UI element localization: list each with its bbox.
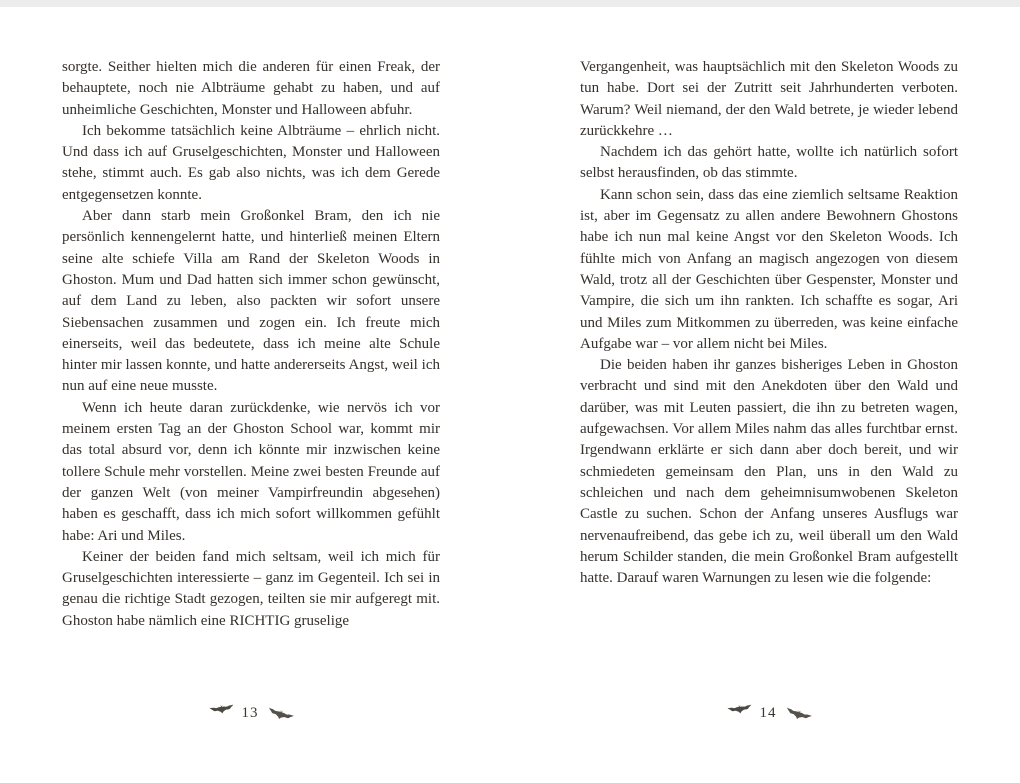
paragraph: sorgte. Seither hielten mich die anderen für einen Freak, der behauptete, noch nie Albträume gehabt zu haben, und auf unheimliche Geschichten, Monster und Halloween abfuhr. [62,59,440,118]
bat-icon [265,706,293,725]
page-right [580,57,958,757]
paragraph: Wenn ich heute daran zurückdenke, wie nervös ich vor meinem ersten Tag an der Ghoston School war, kommt mir das total absurd vor, denn ich könnte mir inzwischen keine tollere Schule mehr vorstellen. Meine zwei besten Freunde auf der ganzen Welt (von meiner Vampirfreundin abgesehen) haben es geschafft, dass ich mich sofort willkommen gefühlt habe: Ari und Miles. [62,399,440,544]
page-footer [62,705,440,722]
paragraph: Kann schon sein, dass das eine ziemlich seltsame Reaktion ist, aber im Gegensatz zu allen andere Bewohnern Ghostons habe ich nun mal keine Angst vor den Skeleton Woods. Ich fühlte mich von Anfang an magisch angezogen von diesem Wald, trotz all der Geschichten über Gespenster, Monster und Vampire, die sich um ihn rankten. Ich schaffte es sogar, Ari und Miles zum Mitkommen zu überreden, was keine einfache Aufgabe war – vor allem nicht bei Miles. [580,186,958,352]
paragraph: Die beiden haben ihr ganzes bisheriges Leben in Ghoston verbracht und sind mit den Anekdoten über den Wald und darüber, was mit Leuten passiert, die ihn zu betreten wagen, aufgewachsen. Vor allem Miles nahm das alles furchtbar ernst. Irgendwann erklärte er sich dann aber doch bereit, und wir schmiedeten gemeinsam den Plan, uns in den Wald zu schleichen und nach dem geheimnisumwobenen Skeleton Castle zu suchen. Schon der Anfang unseres Ausflugs war nervenaufreibend, das gebe ich zu, weil überall um den Wald herum Schilder standen, die mein Großonkel Bram aufgestellt hatte. Darauf waren Warnungen zu lesen wie die folgende: [580,357,958,587]
page-number: 14 [759,705,777,721]
page-text-left [62,57,440,632]
paragraph: Aber dann starb mein Großonkel Bram, den ich nie persönlich kennengelernt hatte, und hinterließ meinen Eltern seine alte schiefe Villa am Rand der Skeleton Woods in Ghoston. Mum und Dad hatten sich immer schon gewünscht, auf dem Land zu leben, also packten wir sofort unsere Siebensachen zusammen und zogen ein. Ich freute mich einerseits, weil das bedeutete, dass ich meine alte Schule hinter mir lassen konnte, und hatte andererseits Angst, weil ich nun auf eine neue musste. [62,208,440,395]
bat-icon [209,703,234,717]
page-number: 13 [241,705,259,721]
paragraph: Nachdem ich das gehört hatte, wollte ich natürlich sofort selbst herausfinden, ob das stimmte. [580,144,958,182]
page-left [62,57,440,757]
bat-icon [783,706,811,725]
page-footer [580,705,958,722]
paragraph: Vergangenheit, was hauptsächlich mit den Skeleton Woods zu tun habe. Dort sei der Zutritt seit Jahrhunderten verboten. Warum? Weil niemand, der den Wald betrete, je wieder lebend zurückkehre … [580,59,958,139]
page-top-edge [0,0,1020,7]
paragraph: Ich bekomme tatsächlich keine Albträume – ehrlich nicht. Und dass ich auf Gruselgeschichten, Monster und Halloween stehe, stimmt auch. Es gab also nichts, was ich dem Gerede entgegensetzen konnte. [62,122,440,203]
paragraph: Keiner der beiden fand mich seltsam, weil ich mich für Gruselgeschichten interessierte – ganz im Gegenteil. Ich sei in genau die richtige Stadt gezogen, teilten sie mir aufgeregt mit. Ghoston habe nämlich eine RICHTIG gruselige [62,548,440,629]
bat-icon [727,703,752,717]
page-text-right [580,57,958,589]
